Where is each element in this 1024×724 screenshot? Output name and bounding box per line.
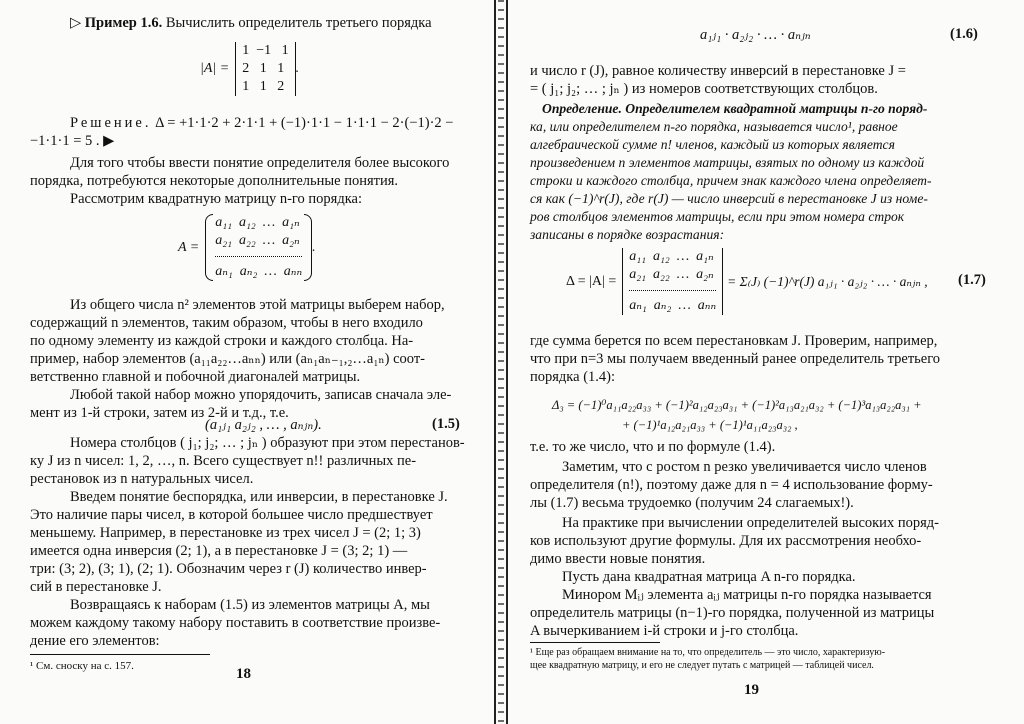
det-label: |A| = [200, 61, 230, 76]
example-label: Пример 1.6. [84, 15, 163, 31]
paragraph-line: рестановок из n натуральных чисел. [30, 471, 254, 487]
paragraph-line: = ( j₁; j₂; … ; jₙ ) из номеров соответствующих столбцов. [530, 81, 878, 97]
paragraph-line: где сумма берется по всем перестановкам J. Проверим, например, [530, 333, 938, 349]
paragraph-line: мент из 1-й строки, затем из 2-й и т.д., т.е. [30, 405, 289, 421]
paragraph-line: Рассмотрим квадратную матрицу n-го порядка: [70, 191, 362, 207]
left-page [0, 0, 500, 724]
matrix-row: aₙ₁ aₙ₂ … aₙₙ [215, 264, 303, 279]
paragraph-line: Введем понятие беспорядка, или инверсии, в перестановке J. [70, 489, 448, 505]
det-matrix [235, 42, 295, 96]
matrix-a: A = a₁₁ a₁₂ … a₁ₙ a₂₁ a₂₂ … a₂ₙ aₙ₁ aₙ₂ … aₙₙ . [178, 215, 316, 279]
footnote-line: щее квадратную матрицу, и его не следует путать с матрицей — таблицей чисел. [530, 660, 874, 671]
footnote-line: ¹ Еще раз обращаем внимание на то, что определитель — это число, характеризую- [530, 647, 886, 658]
paragraph-line: Минором Mᵢⱼ элемента aᵢⱼ матрицы n-го порядка называется [562, 587, 932, 603]
right-page [512, 0, 1024, 724]
paragraph-line: На практике при вычислении определителей высоких поряд- [562, 515, 939, 531]
paragraph-line: Возвращаясь к наборам (1.5) из элементов матрицы A, мы [70, 597, 430, 613]
det-matrix [622, 248, 723, 315]
triangle-marker-icon: ▷ [70, 15, 82, 31]
paragraph-line: три: (3; 2), (3; 1), (2; 1). Обозначим через r (J) количество инвер- [30, 561, 427, 577]
paragraph-line: пример, набор элементов (a₁₁a₂₂…aₙₙ) или (aₙ₁aₙ₋₁,₂…a₁ₙ) соот- [30, 351, 426, 367]
sum-expression: = Σ₍J₎ (−1)^r(J) a₁ⱼ₁ · a₂ⱼ₂ · … · aₙⱼₙ , [727, 273, 928, 289]
definition-line: ся как (−1)^r(J), где r(J) — число инверсий в перестановке J из номе- [530, 191, 928, 206]
paragraph-line: определитель матрицы (n−1)-го порядка, полученной из матрицы [530, 605, 935, 621]
matrix-dots [215, 250, 302, 257]
equation-number: (1.7) [958, 272, 986, 288]
definition-line: алгебраической сумме n! членов, каждый из которых является [530, 137, 895, 152]
equation-number: (1.5) [432, 416, 460, 432]
gutter-line [506, 0, 508, 724]
det-row: 1 −1 1 [242, 43, 289, 58]
det-row: aₙ₁ aₙ₂ … aₙₙ [629, 298, 717, 313]
matrix-row: a₂₁ a₂₂ … a₂ₙ [215, 233, 300, 248]
paragraph-line: ков используют другие формулы. Для их рассмотрения необхо- [530, 533, 922, 549]
footnote: ¹ См. сноску на с. 157. [30, 660, 134, 672]
paragraph-line: определителя (n!), поэтому даже для n = 4 использование форму- [530, 477, 933, 493]
paragraph-line: т.е. то же число, что и по формуле (1.4). [530, 439, 776, 455]
solution-word: Решение. [70, 115, 152, 131]
paragraph-line: можем каждому такому набору поставить в соответствие произве- [30, 615, 441, 631]
paragraph-line: Для того чтобы ввести понятие определителя более высокого [70, 155, 450, 171]
definition-line: записаны в порядке возрастания: [530, 227, 725, 242]
matrix-body [205, 214, 312, 281]
paragraph-line: порядка, потребуются некоторые дополнительные понятия. [30, 173, 399, 189]
gutter-line [494, 0, 496, 724]
det-dots [629, 284, 716, 291]
equation-1-5: (a₁ⱼ₁ a₂ⱼ₂ , … , aₙⱼₙ). [205, 417, 322, 433]
det-row: a₁₁ a₁₂ … a₁ₙ [629, 249, 714, 264]
det-row: a₂₁ a₂₂ … a₂ₙ [629, 267, 714, 282]
definition-line: ка, или определителем n-го порядка, называется число¹, равное [530, 119, 898, 134]
gutter-stitching [498, 0, 504, 724]
paragraph-line: Из общего числа n² элементов этой матрицы выберем набор, [70, 297, 445, 313]
definition-line: Определение. Определителем квадратной матрицы n-го поряд- [542, 101, 928, 116]
definition-line: произведением n элементов матрицы, взятых по одному из каждой [530, 155, 925, 170]
paragraph-line: Любой такой набор можно упорядочить, записав сначала эле- [70, 387, 452, 403]
paragraph-line: дение его элементов: [30, 633, 160, 649]
definition-line: ров столбцов элементов матрицы, если при этом номера строк [530, 209, 905, 224]
solution-line-2: −1·1·1 = 5 . ▶ [30, 133, 115, 149]
paragraph-line: имеется одна инверсия (2; 1), а в перестановке J = (3; 2; 1) — [30, 543, 408, 559]
example-task: Вычислить определитель третьего порядка [165, 15, 432, 31]
matrix-label: A = [178, 239, 200, 255]
paragraph-line: ку J из n чисел: 1, 2, …, n. Всего существует n!! различных пе- [30, 453, 417, 469]
delta3-line-2: + (−1)¹a₁₂a₂₁a₃₃ + (−1)¹a₁₁a₂₃a₃₂ , [622, 418, 798, 432]
paragraph-line: содержащий n элементов, таким образом, чтобы в него входило [30, 315, 423, 331]
solution-line-1 [70, 114, 453, 132]
delta3-line-1: Δ₃ = (−1)⁰a₁₁a₂₂a₃₃ + (−1)²a₁₂a₂₃a₃₁ + (−1)²a₁₃a₂₁a₃₂ + (−1)³a₁₃a₂₂a₃₁ + [552, 398, 922, 412]
footnote-rule [530, 642, 660, 643]
paragraph-line: A вычеркиванием i-й строки и j-го столбца. [530, 623, 799, 639]
paragraph-line: порядка (1.4): [530, 369, 616, 385]
paragraph-line: меньшему. Например, в перестановке из трех чисел J = (2; 1; 3) [30, 525, 421, 541]
det-row: 1 1 2 [242, 79, 285, 94]
paragraph-line: сий в перестановке J. [30, 579, 162, 595]
paragraph-line: Номера столбцов ( j₁; j₂; … ; jₙ ) образуют при этом перестанов- [70, 435, 465, 451]
footnote-rule [30, 654, 210, 655]
example-heading [70, 14, 432, 32]
paragraph-line: Пусть дана квадратная матрица A n-го порядка. [562, 569, 856, 585]
book-gutter [493, 0, 509, 724]
det-row: 2 1 1 [242, 61, 285, 76]
paragraph-line: и число r (J), равное количеству инверсий в перестановке J = [530, 63, 906, 79]
paragraph-line: Это наличие пары чисел, в которой большее число предшествует [30, 507, 433, 523]
paragraph-line: димо ввести новые понятия. [530, 551, 706, 567]
paragraph-line: ветственно главной и побочной диагоналей матрицы. [30, 369, 361, 385]
general-determinant [566, 248, 928, 315]
paragraph-line: лы (1.7) весьма трудоемко (получим 24 слагаемых!). [530, 495, 854, 511]
equation-number: (1.6) [950, 26, 978, 42]
page-number: 19 [744, 682, 759, 698]
matrix-row: a₁₁ a₁₂ … a₁ₙ [215, 215, 300, 230]
definition-line: строки и каждого столбца, причем знак каждого члена определяет- [530, 173, 932, 188]
paragraph-line: по одному элементу из каждой строки и каждого столбца. На- [30, 333, 414, 349]
example-determinant: |A| = 1 −1 1 2 1 1 1 1 2 . [200, 43, 300, 94]
equation-1-6: a₁ⱼ₁ · a₂ⱼ₂ · … · aₙⱼₙ [700, 27, 811, 43]
paragraph-line: Заметим, что с ростом n резко увеличивается число членов [562, 459, 927, 475]
page-number: 18 [236, 666, 251, 682]
solution-expr: Δ = +1·1·2 + 2·1·1 + (−1)·1·1 − 1·1·1 − 2·(−1)·2 − [155, 115, 454, 131]
paragraph-line: что при n=3 мы получаем введенный ранее определитель третьего [530, 351, 941, 367]
det-label: Δ = |A| = [566, 273, 617, 289]
